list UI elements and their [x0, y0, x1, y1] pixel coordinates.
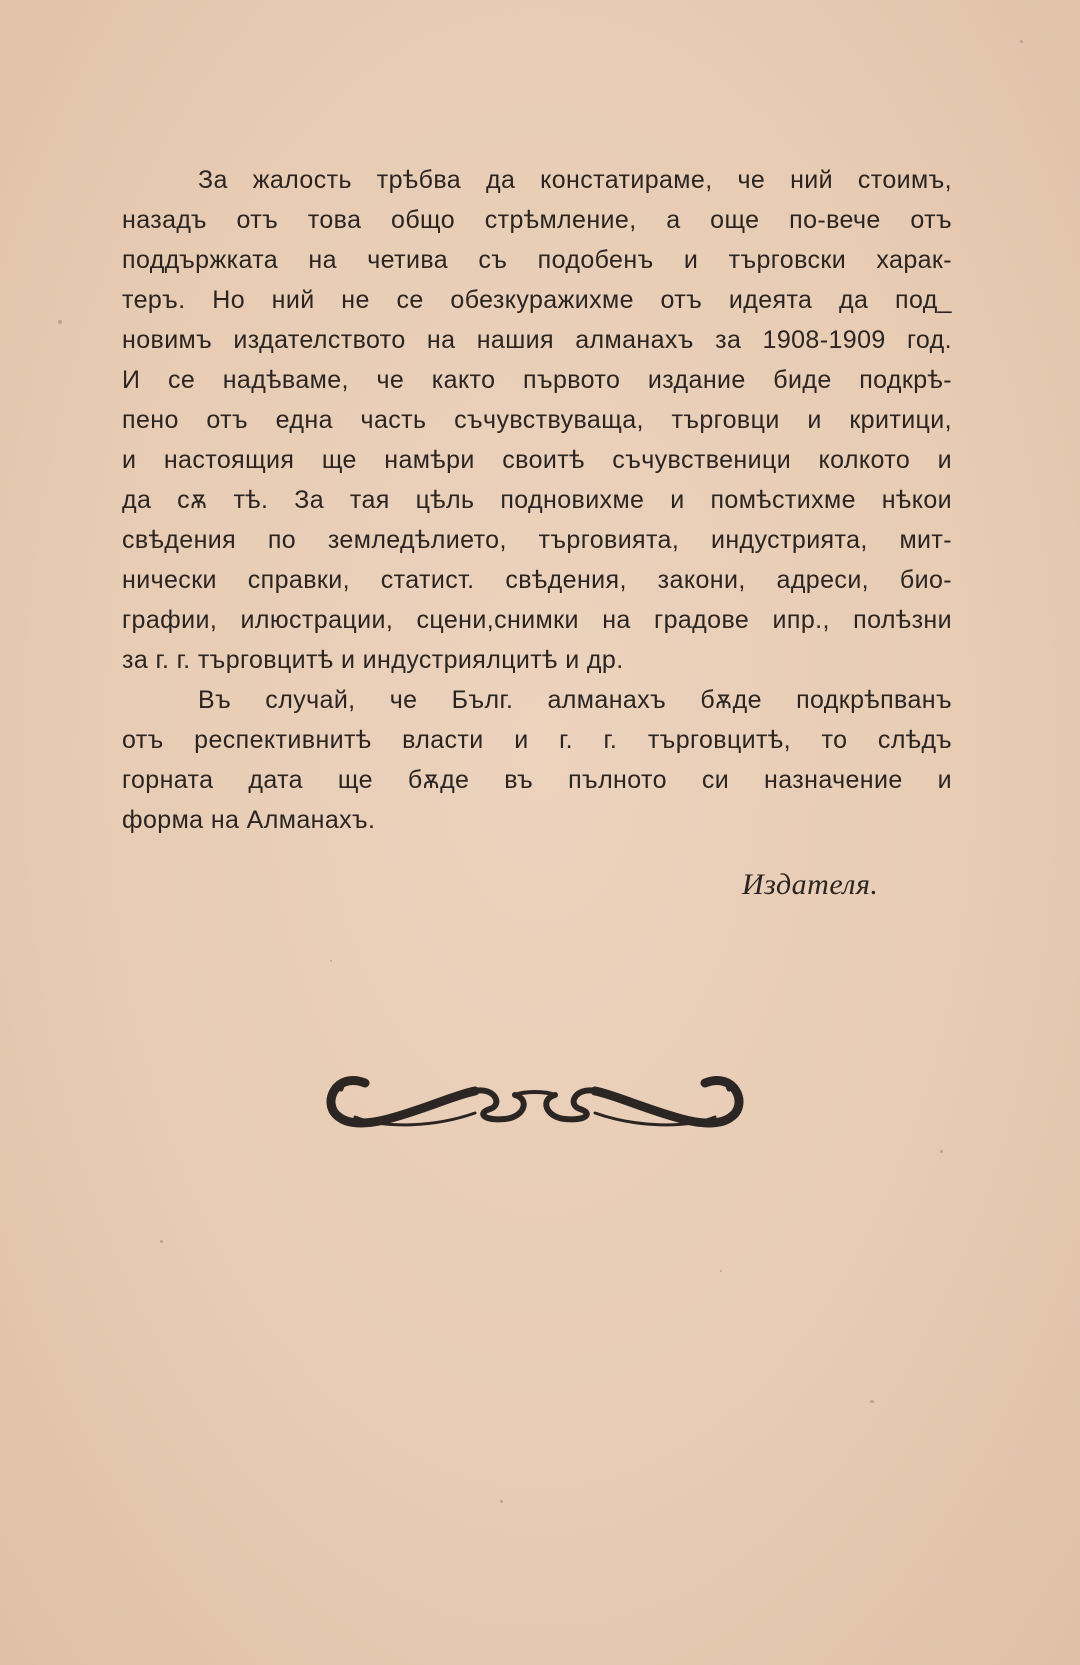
text-line: свѣдения по земледѣлието, търговията, индустрията, мит-: [122, 526, 952, 554]
paper-speck: [160, 1240, 163, 1243]
text-line: За жалость трѣбва да констатираме, че ний стоимъ,: [198, 166, 952, 194]
paper-speck: [1020, 40, 1023, 43]
paper-speck: [500, 1500, 503, 1503]
text-line: назадъ отъ това общо стрѣмление, а още по-вече отъ: [122, 206, 952, 234]
signature: Издателя.: [742, 868, 879, 901]
body-text: [122, 160, 952, 840]
text-line: И се надѣваме, че както първото издание биде подкрѣ-: [122, 366, 952, 394]
text-line: Въ случай, че Бълг. алманахъ бѫде подкрѣпванъ: [198, 686, 952, 714]
text-line: поддържката на четива съ подобенъ и търговски харак-: [122, 246, 952, 274]
ornament-divider-icon: [325, 1065, 745, 1135]
paper-speck: [870, 1400, 874, 1403]
text-line: и настоящия ще намѣри своитѣ съчувственици колкото и: [122, 446, 952, 474]
paper-speck: [330, 960, 332, 962]
paper-speck: [58, 320, 62, 324]
text-line: нически справки, статист. свѣдения, закони, адреси, био-: [122, 566, 952, 594]
text-line: графии, илюстрации, сцени,снимки на градове ипр., полѣзни: [122, 606, 952, 634]
text-line: отъ респективнитѣ власти и г. г. търговцитѣ, то слѣдъ: [122, 726, 952, 754]
text-line: горната дата ще бѫде въ пълното си назначение и: [122, 766, 952, 794]
text-line: теръ. Но ний не се обезкуражихме отъ идеята да под_: [122, 286, 952, 314]
text-line: новимъ издателството на нашия алманахъ за 1908-1909 год.: [122, 326, 952, 354]
text-line: за г. г. търговцитѣ и индустриялцитѣ и др.: [122, 646, 624, 674]
paper-speck: [720, 1270, 722, 1272]
text-line: форма на Алманахъ.: [122, 806, 376, 834]
paper-speck: [940, 1150, 943, 1153]
text-line: да сѫ тѣ. За тая цѣль подновихме и помѣстихме нѣкои: [122, 486, 952, 514]
text-line: пено отъ една часть съчувствуваща, търговци и критици,: [122, 406, 952, 434]
